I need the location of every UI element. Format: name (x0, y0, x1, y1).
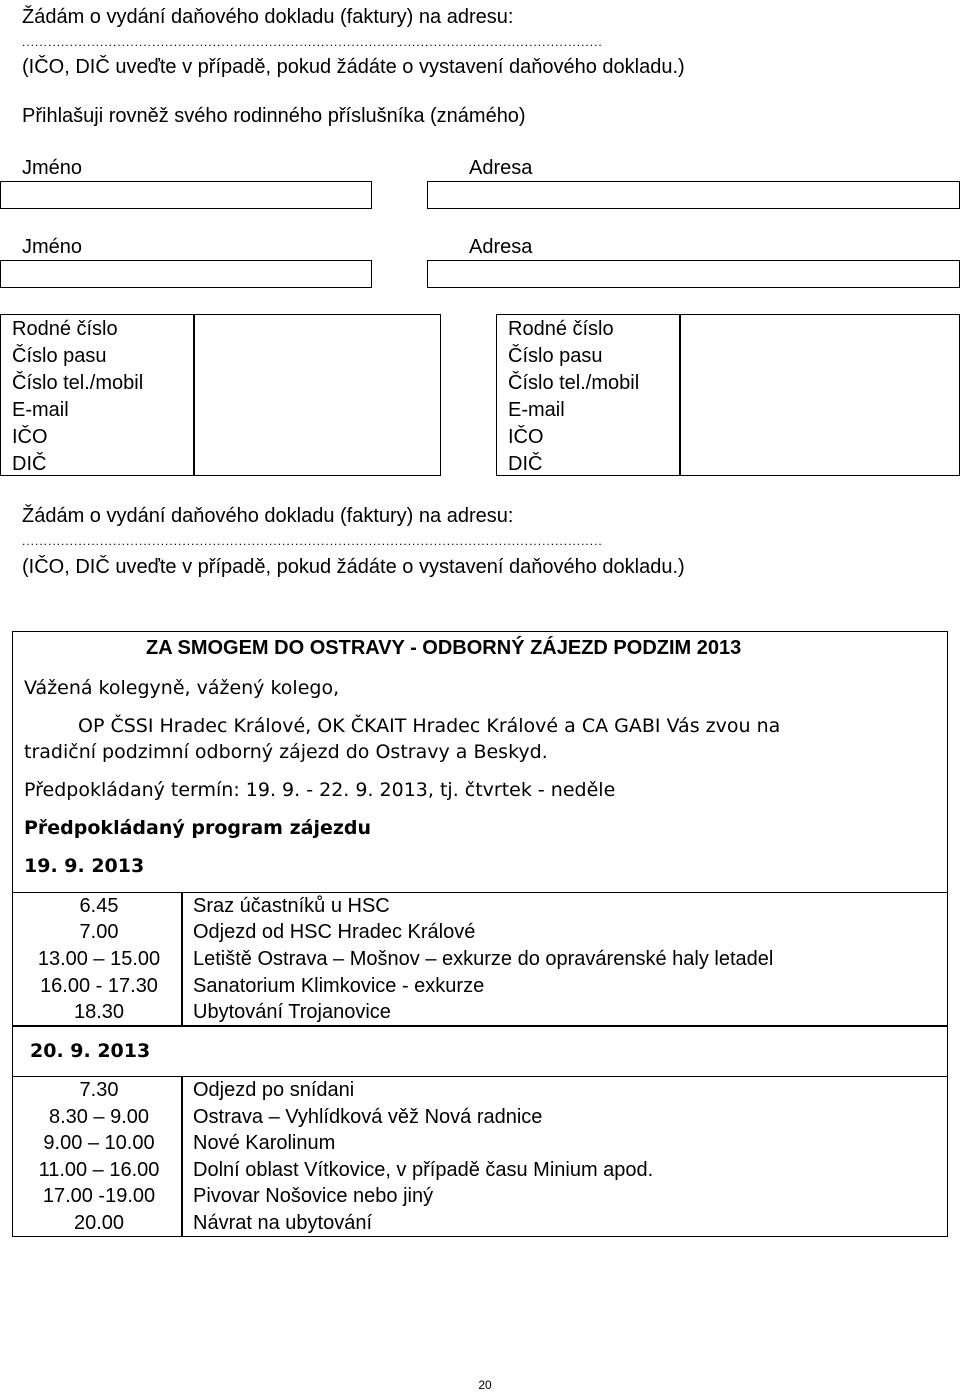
day1-activity-4: Ubytování Trojanovice (193, 1001, 391, 1023)
day1-activity-0: Sraz účastníků u HSC (193, 895, 390, 917)
day2-activity-4: Pivovar Nošovice nebo jiný (193, 1185, 434, 1207)
day1-time-1: 7.00 (79, 921, 119, 943)
ico-note: (IČO, DIČ uveďte v případě, pokud žádáte o vystavení daňového dokladu.) (22, 56, 685, 78)
day1-time-0: 6.45 (79, 895, 119, 917)
left-info-values[interactable] (195, 315, 440, 475)
trip-term: Předpokládaný termín: 19. 9. - 22. 9. 2013, tj. čtvrtek - neděle (24, 779, 616, 801)
day2-activity-2: Nové Karolinum (193, 1132, 336, 1154)
name-field-1[interactable] (0, 181, 372, 209)
day2-time-5: 20.00 (73, 1212, 125, 1234)
day2-time-2: 9.00 – 10.00 (43, 1132, 155, 1154)
address-label-1: Adresa (469, 157, 533, 179)
right-info-values[interactable] (681, 315, 959, 475)
day1-activity-3: Sanatorium Klimkovice - exkurze (193, 975, 485, 997)
left-field-email: E-mail (12, 399, 69, 421)
day2-time-3: 11.00 – 16.00 (38, 1159, 160, 1181)
trip-greeting: Vážená kolegyně, vážený kolego, (24, 677, 340, 699)
ico-note-2: (IČO, DIČ uveďte v případě, pokud žádáte o vystavení daňového dokladu.) (22, 556, 685, 578)
address-field-1[interactable] (427, 181, 960, 209)
day1-time-2: 13.00 – 15.00 (37, 948, 161, 970)
name-field-2[interactable] (0, 260, 372, 288)
day1-activity-2: Letiště Ostrava – Mošnov – exkurze do opravárenské haly letadel (193, 948, 774, 970)
right-field-email: E-mail (508, 399, 565, 421)
address-label-2: Adresa (469, 236, 533, 258)
right-field-dic: DIČ (508, 453, 543, 475)
right-field-ico: IČO (508, 426, 544, 448)
invoice-address-dots-2[interactable]: ...................................................................................................................................... (22, 534, 603, 548)
left-field-ico: IČO (12, 426, 48, 448)
invoice-request-text-2: Žádám o vydání daňového dokladu (faktury) na adresu: (22, 505, 514, 527)
right-field-phone: Číslo tel./mobil (508, 372, 640, 394)
day1-date: 19. 9. 2013 (24, 855, 145, 877)
family-heading: Přihlašuji rovněž svého rodinného příslušníka (známého) (22, 105, 526, 127)
right-field-birth-number: Rodné číslo (508, 318, 614, 340)
day2-time-1: 8.30 – 9.00 (48, 1106, 150, 1128)
page-number: 20 (478, 1378, 492, 1392)
name-label-1: Jméno (22, 157, 83, 179)
day2-time-4: 17.00 -19.00 (42, 1185, 156, 1207)
right-field-passport: Číslo pasu (508, 345, 603, 367)
invoice-address-dots[interactable]: ...................................................................................................................................... (22, 35, 603, 49)
day1-activity-1: Odjezd od HSC Hradec Králové (193, 921, 476, 943)
day2-date: 20. 9. 2013 (30, 1040, 151, 1062)
day2-activity-0: Odjezd po snídani (193, 1079, 355, 1101)
name-label-2: Jméno (22, 236, 83, 258)
left-field-passport: Číslo pasu (12, 345, 107, 367)
trip-invite-line2: tradiční podzimní odborný zájezd do Ostravy a Beskyd. (24, 741, 548, 763)
program-heading: Předpokládaný program zájezdu (24, 817, 372, 839)
invoice-request-text: Žádám o vydání daňového dokladu (faktury) na adresu: (22, 6, 514, 28)
left-field-birth-number: Rodné číslo (12, 318, 118, 340)
address-field-2[interactable] (427, 260, 960, 288)
day2-activity-5: Návrat na ubytování (193, 1212, 372, 1234)
left-field-phone: Číslo tel./mobil (12, 372, 144, 394)
trip-title: ZA SMOGEM DO OSTRAVY - ODBORNÝ ZÁJEZD PODZIM 2013 (146, 637, 742, 659)
day2-time-0: 7.30 (79, 1079, 119, 1101)
day2-activity-1: Ostrava – Vyhlídková věž Nová radnice (193, 1106, 543, 1128)
day1-time-4: 18.30 (73, 1001, 125, 1023)
left-field-dic: DIČ (12, 453, 47, 475)
trip-invite-line1: OP ČSSI Hradec Králové, OK ČKAIT Hradec Králové a CA GABI Vás zvou na (78, 715, 781, 737)
day2-activity-3: Dolní oblast Vítkovice, v případě času Minium apod. (193, 1159, 654, 1181)
day1-time-3: 16.00 - 17.30 (40, 975, 158, 997)
